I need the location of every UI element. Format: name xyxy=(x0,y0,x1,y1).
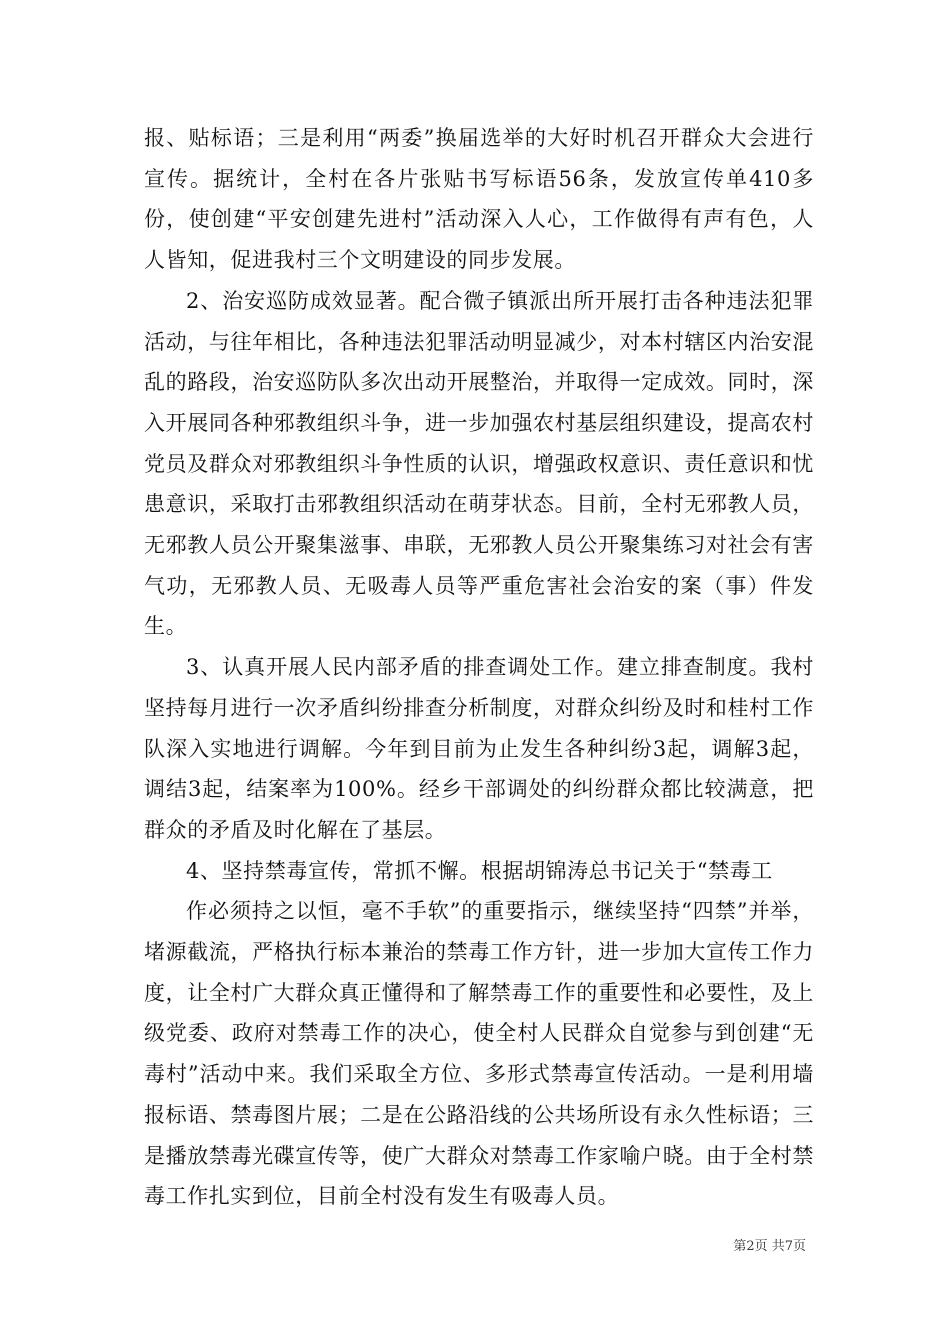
page-number: 第2页 共7页 xyxy=(733,1239,806,1254)
paragraph-dispute-mediation: 3、认真开展人民内部矛盾的排查调处工作。建立排查制度。我村坚持每月进行一次矛盾纠纷排查分析制度，对群众纠纷及时和桂村工作队深入实地进行调解。今年到目前为止发生各种纠纷3起，调解3起，调结3起，结案率为100%。经乡干部调处的纠纷群众都比较满意，把群众的矛盾及时化解在了基层。 xyxy=(144,655,814,842)
paragraph-continuation: 报、贴标语；三是利用“两委”换届选举的大好时机召开群众大会进行宣传。据统计，全村在各片张贴书写标语56条，发放宣传单410多份，使创建“平安创建先进村”活动深入人心，工作做得有声有色，人人皆知，促进我村三个文明建设的同步发展。 xyxy=(144,126,814,273)
body-text xyxy=(144,118,814,1217)
paragraph-patrol: 2、治安巡防成效显著。配合微子镇派出所开展打击各种违法犯罪活动，与往年相比，各种违法犯罪活动明显减少，对本村辖区内治安混乱的路段，治安巡防队多次出动开展整治，并取得一定成效。同时，深入开展同各种邪教组织斗争，进一步加强农村基层组织建设，提高农村党员及群众对邪教组织斗争性质的认识，增强政权意识、责任意识和忧患意识，采取打击邪教组织活动在萌芽状态。目前，全村无邪教人员，无邪教人员公开聚集滋事、串联，无邪教人员公开聚集练习对社会有害气功，无邪教人员、无吸毒人员等严重危害社会治安的案（事）件发生。 xyxy=(144,288,814,639)
paragraph-drug-prevention-continued: 作必须持之以恒，毫不手软”的重要指示，继续坚持“四禁”并举，堵源截流，严格执行标本兼治的禁毒工作方针，进一步加大宣传工作力度，让全村广大群众真正懂得和了解禁毒工作的重要性和必要性，及上级党委、政府对禁毒工作的决心，使全村人民群众自觉参与到创建“无毒村”活动中来。我们采取全方位、多形式禁毒宣传活动。一是利用墙报标语、禁毒图片展；二是在公路沿线的公共场所设有永久性标语；三是播放禁毒光碟宣传等，使广大群众对禁毒工作家喻户晓。由于全村禁毒工作扎实到位，目前全村没有发生有吸毒人员。 xyxy=(144,899,814,1209)
paragraph-drug-prevention: 4、坚持禁毒宣传，常抓不懈。根据胡锦涛总书记关于“禁毒工 xyxy=(186,858,773,883)
